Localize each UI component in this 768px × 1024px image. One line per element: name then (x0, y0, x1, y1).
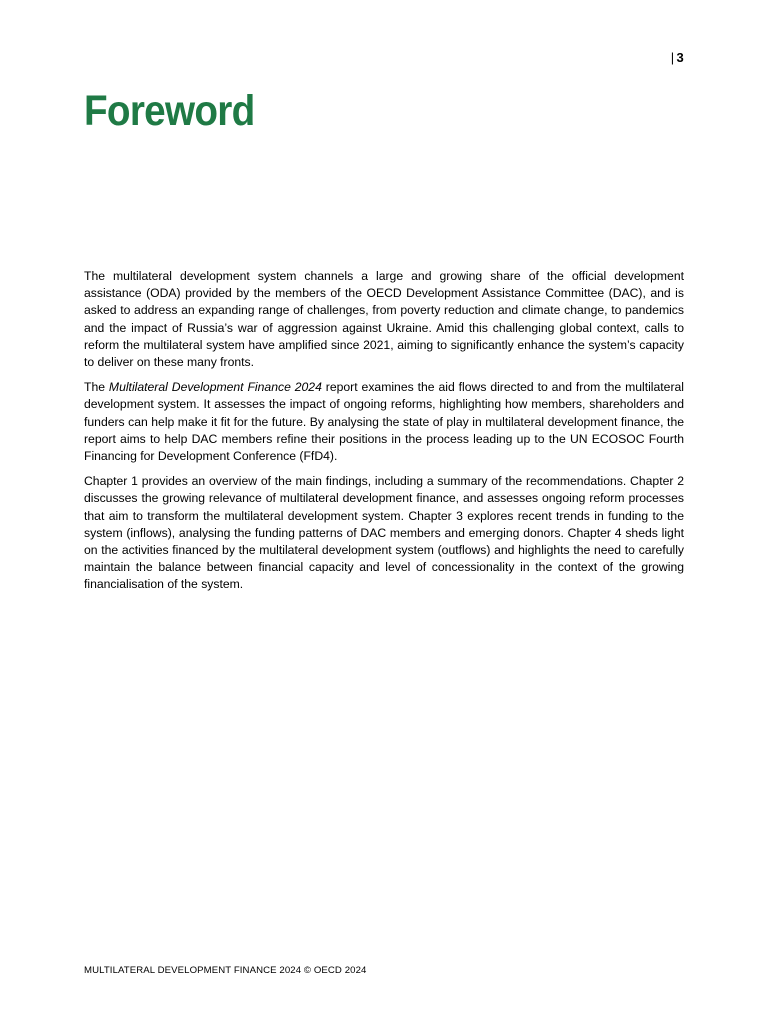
page-title: Foreword (84, 87, 255, 135)
paragraph-1: The multilateral development system channels a large and growing share of the official development assistance (ODA) provided by the members of the OECD Development Assistance Committee (DAC), and is asked to address an expanding range of challenges, from poverty reduction and climate change, to pandemics and the impact of Russia’s war of aggression against Ukraine. Amid this challenging global context, calls to reform the multilateral system have amplified since 2021, aiming to significantly enhance the system’s capacity to deliver on these many fronts. (84, 269, 684, 370)
paragraph-2-rest: report examines the aid flows directed to and from the multilateral development system. It assesses the impact of ongoing reforms, highlighting how members, shareholders and funders can help make it fit for the future. By analysing the state of play in multilateral development finance, the report aims to help DAC members refine their positions in the process leading up to the UN ECOSOC Fourth Financing for Development Conference (FfD4). (84, 380, 684, 464)
body-text (84, 268, 684, 602)
page-number (671, 50, 684, 65)
paragraph-2-prefix: The (84, 380, 109, 395)
page-number-separator: | (670, 50, 675, 65)
footer: MULTILATERAL DEVELOPMENT FINANCE 2024 © OECD 2024 (84, 965, 367, 976)
paragraph-3: Chapter 1 provides an overview of the main findings, including a summary of the recommendations. Chapter 2 discusses the growing relevance of multilateral development finance, and assesses ongoing reform processes that aim to transform the multilateral development system. Chapter 3 explores recent trends in funding to the system (inflows), analysing the funding patterns of DAC members and emerging donors. Chapter 4 sheds light on the activities financed by the multilateral development system (outflows) and highlights the need to carefully maintain the balance between financial capacity and level of concessionality in the context of the growing financialisation of the system. (84, 474, 684, 592)
paragraph-2 (84, 379, 684, 465)
page-number-value: 3 (676, 50, 684, 65)
report-title: Multilateral Development Finance 2024 (108, 380, 322, 395)
